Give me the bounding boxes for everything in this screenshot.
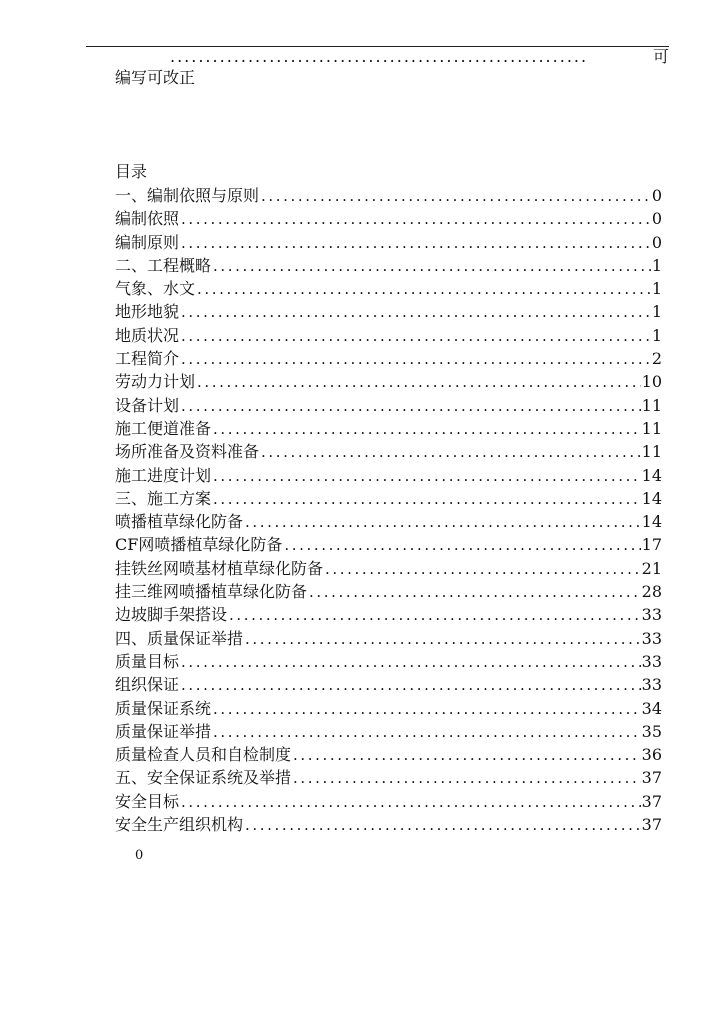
toc-entry-page: 1 <box>651 302 662 322</box>
page-number: 0 <box>135 848 144 863</box>
toc-entry[interactable] <box>115 651 662 674</box>
toc-leader-dots <box>181 651 641 673</box>
toc-entry-page: 14 <box>641 512 662 532</box>
toc-entry-label: 气象、水文 <box>115 279 196 299</box>
toc-entry[interactable] <box>115 814 662 837</box>
toc-entry-label: 编制原则 <box>115 232 180 252</box>
toc-entry-page: 33 <box>641 628 662 648</box>
toc-leader-dots <box>229 604 641 626</box>
toc-entry[interactable] <box>115 465 662 488</box>
toc-entry-page: 1 <box>651 325 662 345</box>
toc-entry-label: 地质状况 <box>115 325 180 345</box>
toc-entry[interactable] <box>115 255 662 278</box>
toc-entry-page: 2 <box>651 349 662 369</box>
toc-entry-label: 设备计划 <box>115 395 180 415</box>
toc-entry-page: 33 <box>641 605 662 625</box>
toc-entry-label: 边坡脚手架搭设 <box>115 605 228 625</box>
toc-leader-dots <box>293 744 641 766</box>
toc-entry[interactable] <box>115 721 662 744</box>
toc-entry-label: 施工进度计划 <box>115 465 212 485</box>
toc-leader-dots <box>181 674 641 696</box>
toc-entry-page: 28 <box>641 582 662 602</box>
toc-leader-dots <box>181 232 651 254</box>
toc-leader-dots <box>181 208 651 230</box>
toc-entry[interactable] <box>115 348 662 371</box>
toc-entry-label: 安全目标 <box>115 791 180 811</box>
toc-entry-label: 喷播植草绿化防备 <box>115 512 244 532</box>
toc-leader-dots <box>181 348 651 370</box>
toc-entry-label: 五、安全保证系统及举措 <box>115 768 292 788</box>
toc-entry-page: 0 <box>651 186 662 205</box>
toc-leader-dots <box>197 278 651 300</box>
toc-entry-label: 地形地貌 <box>115 302 180 322</box>
toc-entry[interactable] <box>115 301 662 324</box>
toc-entry-page: 11 <box>641 395 662 415</box>
toc-entry[interactable] <box>115 232 662 255</box>
toc-entry[interactable] <box>115 488 662 511</box>
toc-entry-page: 37 <box>641 791 662 811</box>
toc-leader-dots <box>213 721 641 743</box>
toc-entry-page: 37 <box>641 768 662 788</box>
toc-leader-dots <box>325 558 641 580</box>
toc-entry-page: 11 <box>641 418 662 438</box>
toc-entry-label: 质量目标 <box>115 651 180 671</box>
toc-entry-page: 33 <box>641 651 662 671</box>
toc-entry[interactable] <box>115 744 662 767</box>
toc-leader-dots <box>213 418 641 440</box>
toc-entry-page: 34 <box>641 698 662 718</box>
toc-entry-page: 11 <box>641 442 662 462</box>
toc-entry-label: 编制依照 <box>115 209 180 229</box>
toc-leader-dots <box>181 301 651 323</box>
toc-entry-label: 质量保证系统 <box>115 698 212 718</box>
toc-leader-dots <box>181 395 641 417</box>
toc-entry-page: 17 <box>641 535 662 555</box>
toc-list <box>115 185 662 837</box>
toc-entry-label: 挂铁丝网喷基材植草绿化防备 <box>115 558 324 578</box>
toc-entry-label: 工程简介 <box>115 349 180 369</box>
toc-entry[interactable] <box>115 208 662 231</box>
toc-entry[interactable] <box>115 674 662 697</box>
header-leader-line <box>170 46 669 68</box>
toc-entry-label: 三、施工方案 <box>115 488 212 508</box>
toc-entry-label: CF网喷播植草绿化防备 <box>115 535 283 555</box>
toc-entry-page: 35 <box>641 721 662 741</box>
toc-entry[interactable] <box>115 604 662 627</box>
toc-leader-dots <box>181 791 641 813</box>
toc-entry-page: 1 <box>651 255 662 275</box>
toc-leader-dots <box>284 534 640 556</box>
toc-entry[interactable] <box>115 185 662 208</box>
toc-leader-dots <box>245 511 641 533</box>
toc-leader-dots <box>213 698 641 720</box>
toc-entry-page: 0 <box>651 232 662 252</box>
toc-entry-page: 21 <box>641 558 662 578</box>
toc-entry-page: 36 <box>641 745 662 765</box>
toc-entry[interactable] <box>115 418 662 441</box>
header-tail-text: 可 <box>652 47 669 66</box>
toc-leader-dots <box>197 371 641 393</box>
toc-leader-dots <box>213 465 641 487</box>
toc-title: 目录 <box>115 162 148 181</box>
toc-entry[interactable] <box>115 581 662 604</box>
toc-entry[interactable] <box>115 534 662 557</box>
toc-leader-dots <box>181 325 651 347</box>
toc-entry-page: 37 <box>641 815 662 835</box>
toc-leader-dots <box>213 488 641 510</box>
toc-entry[interactable] <box>115 278 662 301</box>
toc-entry-label: 二、工程概略 <box>115 255 212 275</box>
toc-entry[interactable] <box>115 558 662 581</box>
toc-leader-dots <box>261 185 651 207</box>
toc-entry-label: 质量保证举措 <box>115 721 212 741</box>
toc-entry-page: 33 <box>641 675 662 695</box>
toc-entry-page: 14 <box>641 488 662 508</box>
toc-entry[interactable] <box>115 767 662 790</box>
toc-leader-dots <box>245 628 641 650</box>
toc-entry-label: 安全生产组织机构 <box>115 815 244 835</box>
toc-leader-dots <box>213 255 651 277</box>
toc-entry-label: 施工便道准备 <box>115 418 212 438</box>
toc-entry-label: 挂三维网喷播植草绿化防备 <box>115 582 308 602</box>
toc-entry-label: 质量检查人员和自检制度 <box>115 745 292 765</box>
toc-entry-page: 0 <box>651 209 662 229</box>
toc-entry[interactable] <box>115 325 662 348</box>
toc-entry[interactable] <box>115 698 662 721</box>
toc-entry-label: 组织保证 <box>115 675 180 695</box>
toc-entry[interactable] <box>115 441 662 464</box>
toc-entry-page: 1 <box>651 279 662 299</box>
header-dots: ........................................................... <box>170 47 589 66</box>
toc-entry-label: 一、编制依照与原则 <box>115 186 260 205</box>
toc-entry[interactable] <box>115 371 662 394</box>
toc-leader-dots <box>245 814 641 836</box>
toc-entry[interactable] <box>115 628 662 651</box>
toc-entry-label: 四、质量保证举措 <box>115 628 244 648</box>
toc-entry-page: 14 <box>641 465 662 485</box>
toc-entry[interactable] <box>115 511 662 534</box>
toc-entry-label: 场所准备及资料准备 <box>115 442 260 462</box>
toc-entry[interactable] <box>115 791 662 814</box>
toc-leader-dots <box>293 767 641 789</box>
toc-entry[interactable] <box>115 395 662 418</box>
toc-entry-label: 劳动力计划 <box>115 372 196 392</box>
toc-entry-page: 10 <box>641 372 662 392</box>
toc-leader-dots <box>261 441 641 463</box>
editable-note: 编写可改正 <box>115 68 196 87</box>
toc-leader-dots <box>309 581 641 603</box>
